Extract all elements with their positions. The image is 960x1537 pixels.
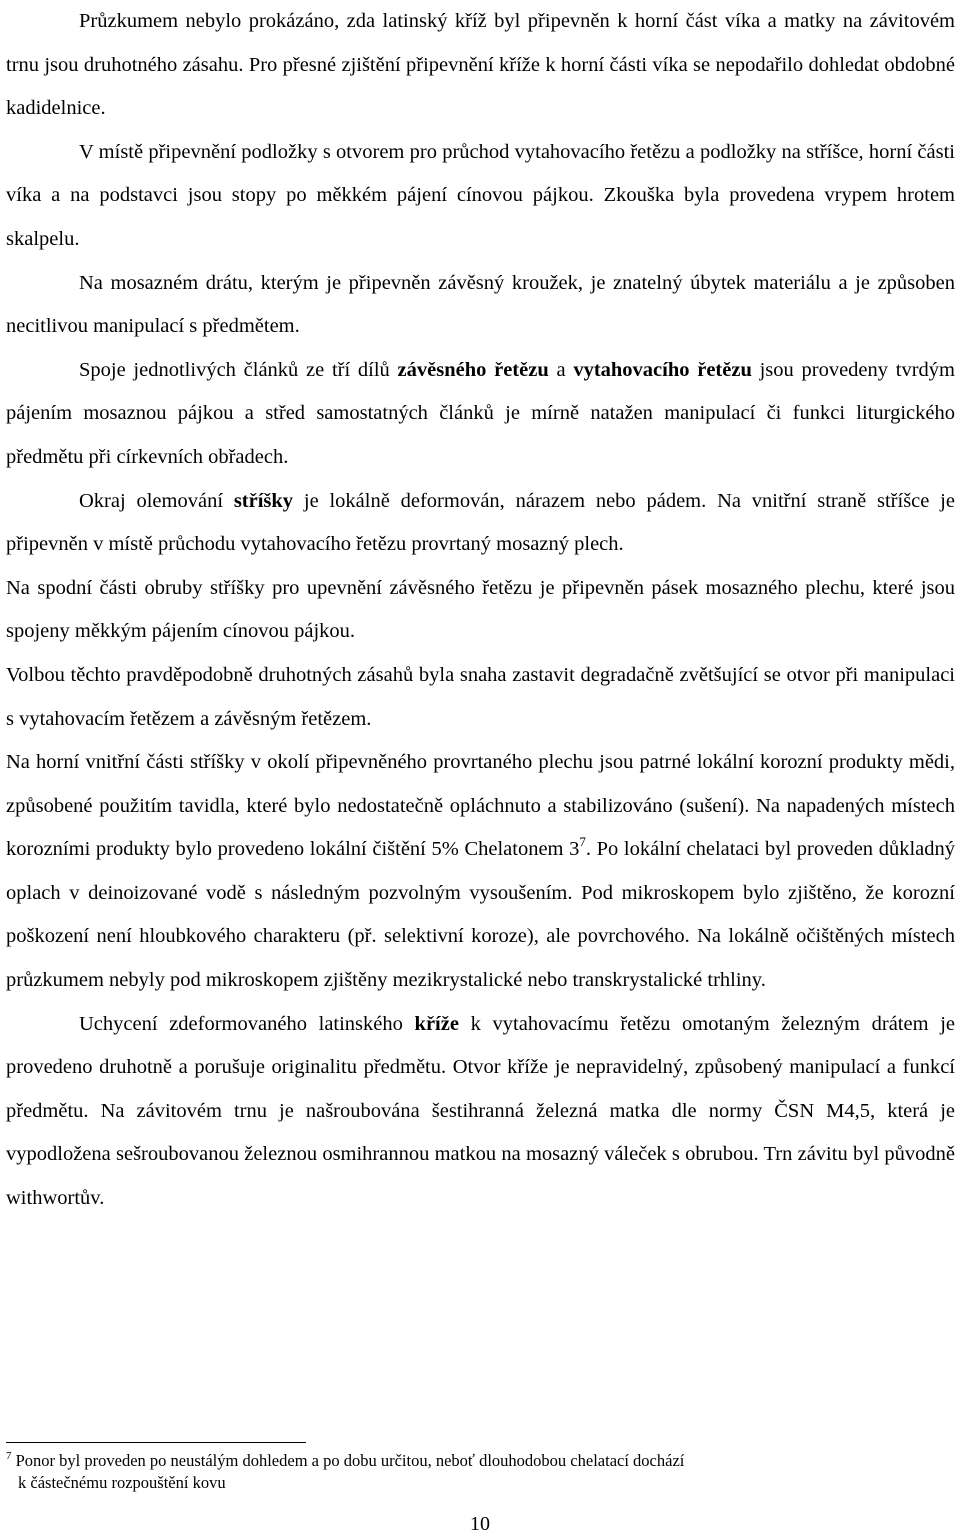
paragraph-5 — [6, 480, 955, 567]
paragraph-text: Volbou těchto pravděpodobně druhotných zásahů byla snaha zastavit degradačně zvětšující se otvor při manipulaci s vytahovacím řetězem a závěsným řetězem. — [6, 663, 955, 730]
paragraph-text: Průzkumem nebylo prokázáno, zda latinský kříž byl připevněn k horní část víka a matky na závitovém trnu jsou druhotného zásahu. Pro přesné zjištění připevnění kříže k horní části víka se nepodařilo dohledat obdobné kadidelnice. — [6, 10, 955, 120]
paragraph-text: Okraj olemování — [79, 489, 234, 512]
paragraph-text: jsou provedeny tvrdým pájením mosaznou pájkou a střed samostatných článků je mírně natažen manipulací či funkci liturgického předmětu při církevních obřadech. — [6, 358, 955, 468]
paragraph-4 — [6, 349, 955, 480]
footnote-mark: 7 — [6, 1450, 12, 1462]
paragraph-2 — [6, 131, 955, 262]
paragraph-text: Na mosazném drátu, kterým je připevněn závěsný kroužek, je znatelný úbytek materiálu a je způsoben necitlivou manipulací s předmětem. — [6, 271, 955, 338]
paragraph-text: Spoje jednotlivých článků ze tří dílů — [79, 358, 398, 381]
page-number: 10 — [470, 1513, 490, 1535]
paragraph-1 — [6, 0, 955, 131]
document-body — [6, 0, 955, 1221]
paragraph-6 — [6, 567, 955, 654]
paragraph-text: je lokálně deformován, nárazem nebo pádem. Na vnitřní straně stříšce je připevněn v místě průchodu vytahovacího řetězu provrtaný mosazný plech. — [6, 489, 955, 556]
bold-term: stříšky — [233, 489, 294, 512]
paragraph-text: . Po lokální chelataci byl proveden důkladný oplach v deinoizované vodě s následným pozvolným vysoušením. Pod mikroskopem bylo zjištěno, že korozní poškození není hloubkového charakteru (př. selektivní koroze), ale povrchového. Na lokálně očištěných místech průzkumem nebyly pod mikroskopem zjištěny mezikrystalické nebo transkrystalické trhliny. — [6, 838, 955, 992]
paragraph-text: Uchycení zdeformovaného latinského — [79, 1012, 415, 1035]
bold-term: vytahovacího řetězu — [573, 358, 752, 381]
footnote-text: Ponor byl proveden po neustálým dohledem a po dobu určitou, neboť dlouhodobou chelatací dochází — [15, 1451, 685, 1470]
footnote-line-2: k částečnému rozpouštění kovu — [18, 1473, 226, 1492]
paragraph-text: V místě připevnění podložky s otvorem pro průchod vytahovacího řetězu a podložky na stříšce, horní části víka a na podstavci jsou stopy po měkkém pájení cínovou pájkou. Zkouška byla provedena vrypem hrotem skalpelu. — [6, 140, 955, 250]
paragraph-text: Na spodní části obruby stříšky pro upevnění závěsného řetězu je připevněn pásek mosazného plechu, které jsou spojeny měkkým pájením cínovou pájkou. — [6, 576, 955, 643]
paragraph-9 — [6, 1003, 955, 1221]
paragraph-text: a — [548, 358, 574, 381]
paragraph-text: Na horní vnitřní části stříšky v okolí připevněného provrtaného plechu jsou patrné lokální korozní produkty mědi, způsobené použitím tavidla, které bylo nedostatečně opláchnuto a stabilizováno (sušení). Na napadených místech korozními produkty bylo provedeno lokální čištění 5% Chelatonem 3 — [6, 751, 955, 861]
paragraph-3 — [6, 262, 955, 349]
bold-term: závěsného řetězu — [397, 358, 549, 381]
footnote-separator — [6, 1442, 306, 1443]
bold-term: kříže — [414, 1012, 459, 1035]
paragraph-8 — [6, 741, 955, 1003]
footnote-reference[interactable]: 7 — [579, 834, 586, 850]
footnote — [6, 1450, 906, 1494]
paragraph-7 — [6, 654, 955, 741]
footnote-line-1 — [6, 1450, 906, 1472]
paragraph-text: k vytahovacímu řetězu omotaným železným drátem je provedeno druhotně a porušuje originalitu předmětu. Otvor kříže je nepravidelný, způsobený manipulací a funkcí předmětu. Na závitovém trnu je našroubována šestihranná železná matka dle normy ČSN M4,5, která je vypodložena sešroubovanou železnou osmihrannou matkou na mosazný váleček s obrubou. Trn závitu byl původně withwortův. — [6, 1012, 955, 1210]
